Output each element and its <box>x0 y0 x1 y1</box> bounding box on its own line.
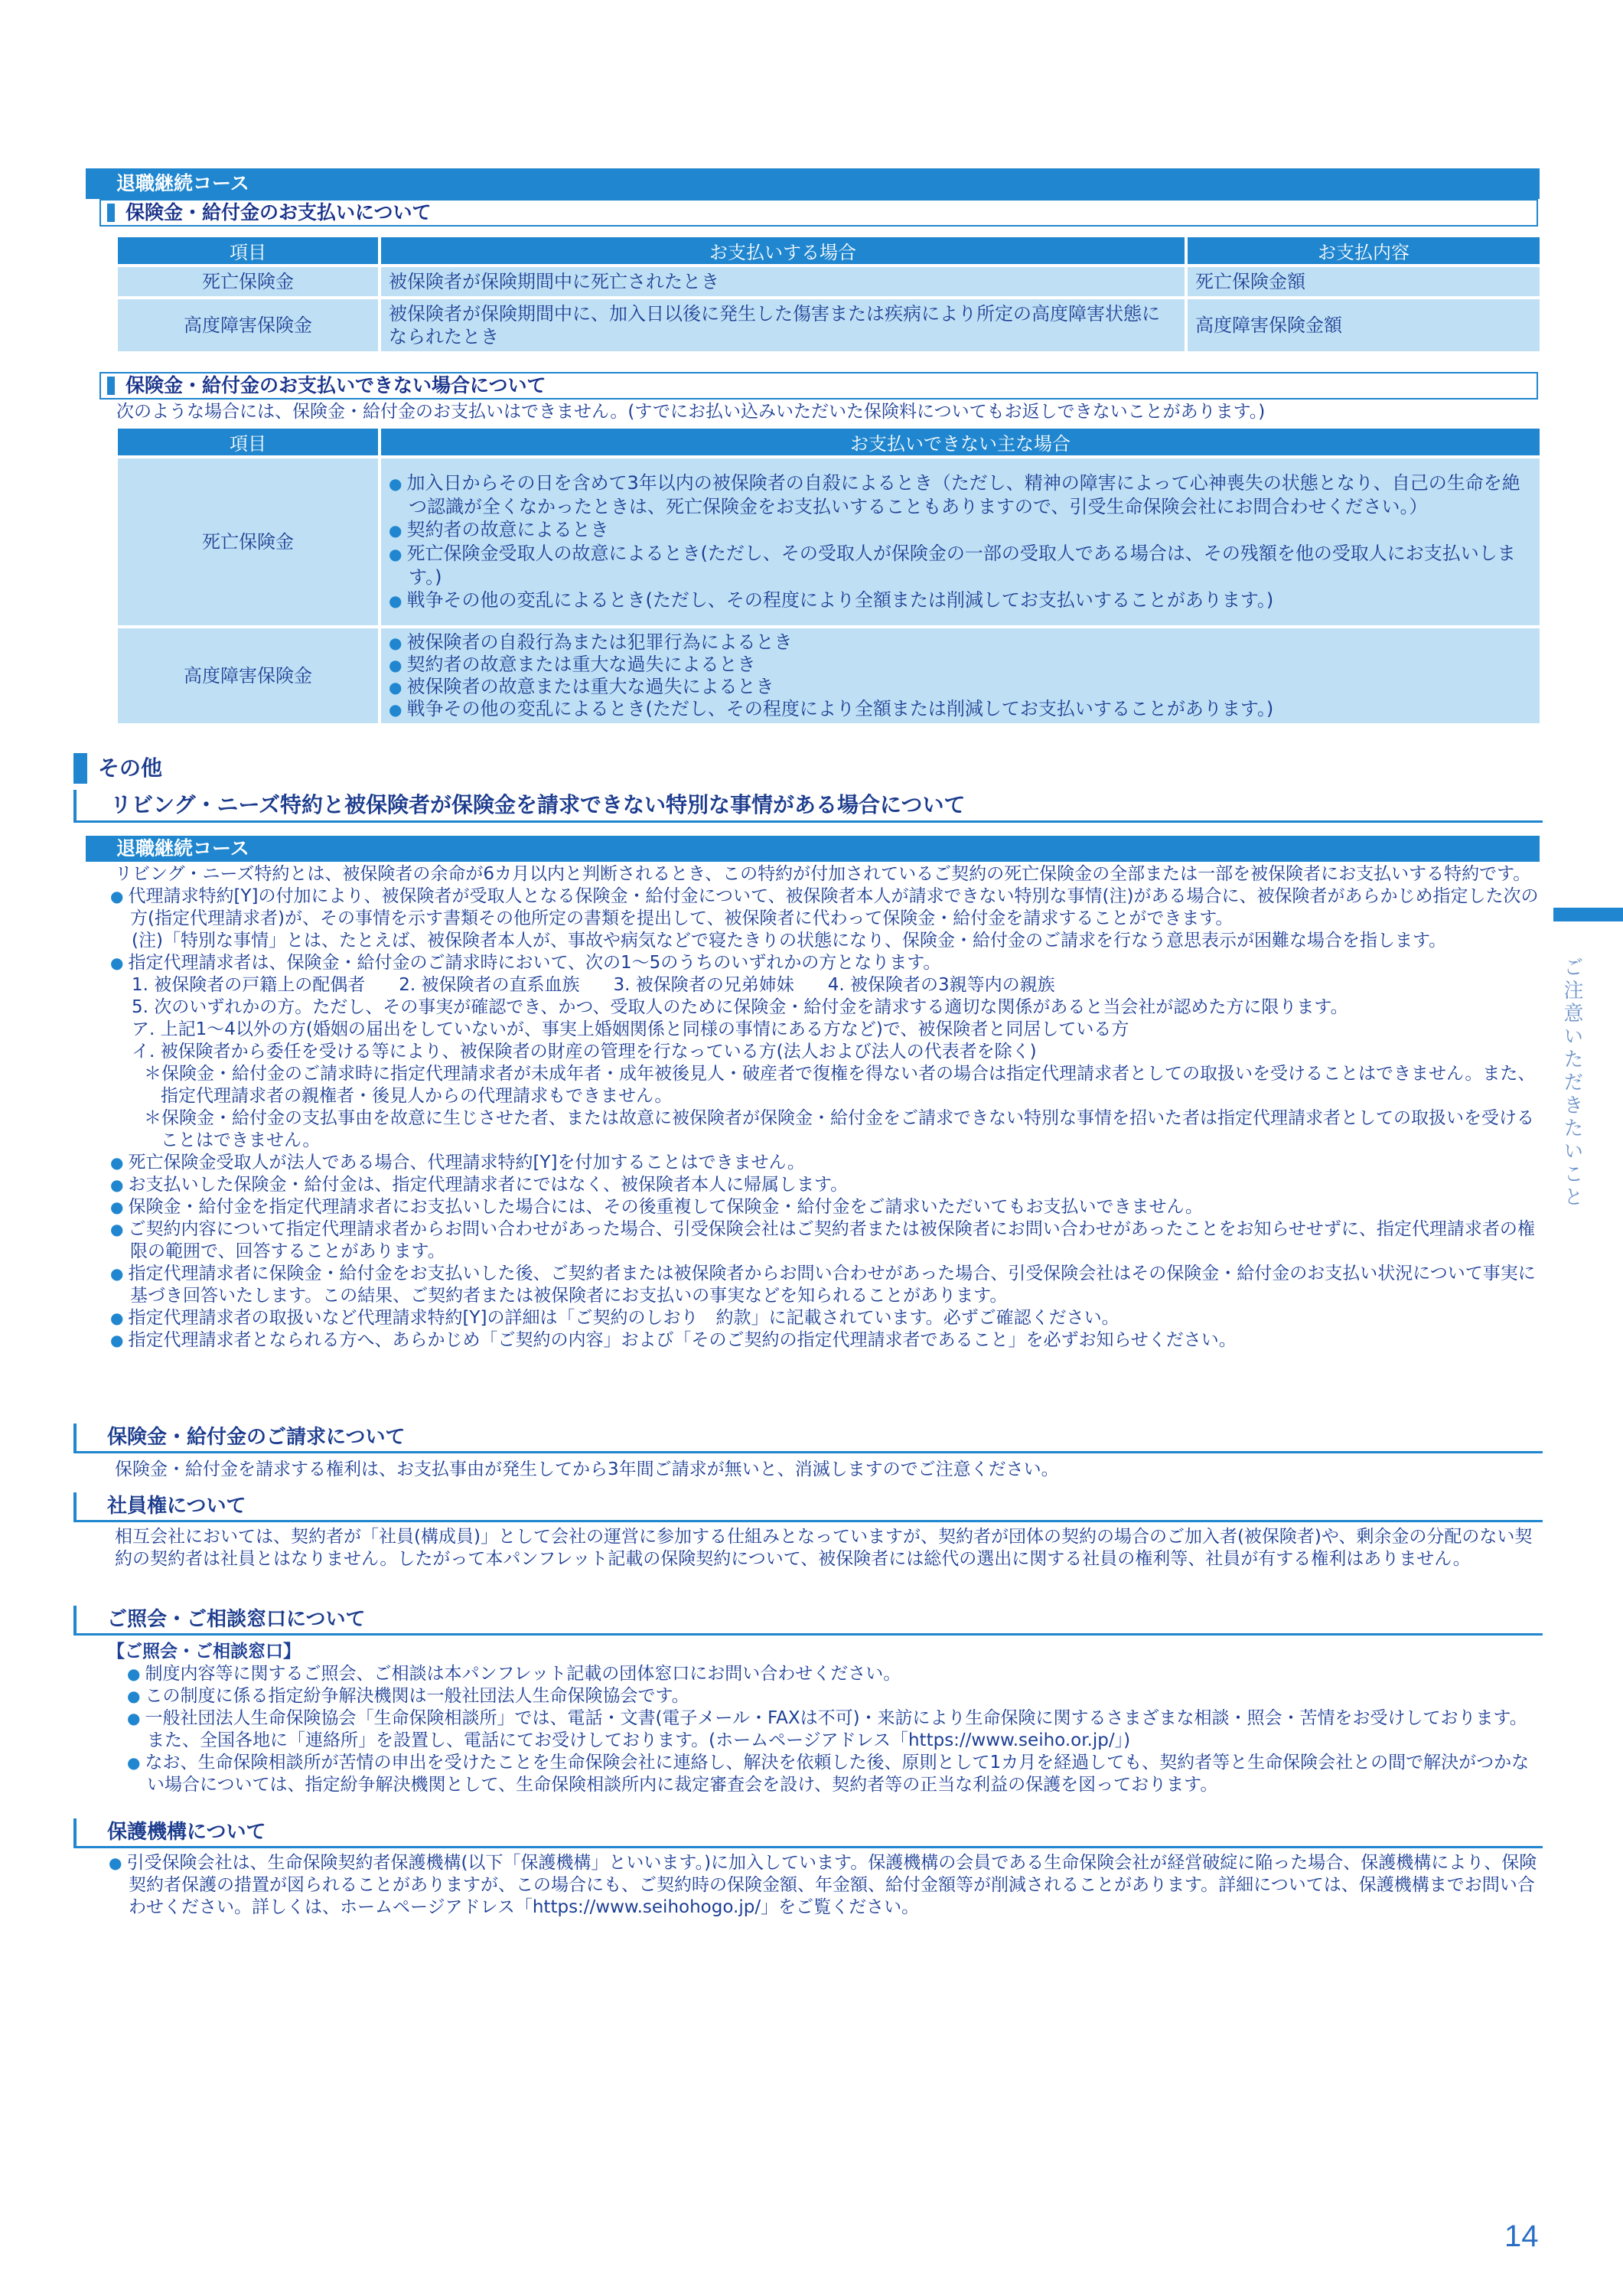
sidebar-tab-marker <box>1553 908 1623 921</box>
col-header-nonpayment: お支払いできない主な場合 <box>381 429 1540 455</box>
list-item: ● 代理請求特約[Y]の付加により、被保険者が受取人となる保険金・給付金について、被保険者本人が請求できない特別な事情(注)がある場合に、被保険者があらかじめ指定した次の方(指定代理請求者)が、その事情を示す書類その他所定の書類を提出して、被保険者に代わって保険金・給付金を請求することができます。 <box>110 885 1543 930</box>
list-item: ● お支払いした保険金・給付金は、指定代理請求者にではなく、被保険者本人に帰属します。 <box>110 1174 1543 1196</box>
living-needs-body <box>115 863 1543 1352</box>
claim-text: 保険金・給付金を請求する権利は、お支払事由が発生してから3年間ご請求が無いと、消滅しますのでご注意ください。 <box>115 1459 1059 1479</box>
section-title-other: その他 <box>73 753 533 784</box>
list-item: ● ご契約内容について指定代理請求者からお問い合わせがあった場合、引受保険会社はご契約者または被保険者にお問い合わせがあったことをお知らせせずに、指定代理請求者の権限の範囲で、回答することがあります。 <box>110 1218 1543 1263</box>
list-item: ● 指定代理請求者となられる方へ、あらかじめ「ご契約の内容」および「そのご契約の指定代理請求者であること」を必ずお知らせください。 <box>110 1329 1543 1352</box>
col-header-case: お支払いする場合 <box>381 237 1185 264</box>
list-item: ● 引受保険会社は、生命保険契約者保護機構(以下「保護機構」といいます。)に加入しています。保護機構の会員である生命保険会社が経営破綻に陥った場合、保護機構により、保険契約者保護の措置が図られることがありますが、この場合にも、ご契約時の保険金額、年金額、給付金額等が削減されることがあります。詳細については、保護機構までお問い合わせください。詳しくは、ホームページアドレス「https://www.seihohogo.jp/」をご覧ください。 <box>109 1852 1543 1919</box>
list-item: 1. 被保険者の戸籍上の配偶者 <box>132 975 366 995</box>
special-note: (注)「特別な事情」とは、たとえば、被保険者本人が、事故や病気などで寝たきりの状態になり、保険金・給付金のご請求を行なう意思表示が困難な場合を指します。 <box>132 931 1447 951</box>
row-cases <box>381 458 1540 625</box>
row-case: 被保険者が保険期間中に死亡されたとき <box>381 267 1185 296</box>
relatives-list <box>115 974 1543 996</box>
section-heading-inquiry: ご照会・ご相談窓口について <box>73 1606 1543 1636</box>
table-row <box>118 299 1540 351</box>
section-heading-nonpayment: 保険金・給付金のお支払いできない場合について <box>99 372 1538 400</box>
inquiry-body <box>107 1641 1543 1796</box>
nonpayment-intro: 次のような場合には、保険金・給付金のお支払いはできません。(すでにお払い込みいただいた保険料についてもお返しできないことがあります。) <box>116 402 1266 422</box>
course-band-1: 退職継続コース <box>86 168 1540 199</box>
course-band-2: 退職継続コース <box>86 836 1540 862</box>
section-heading-payment: 保険金・給付金のお支払いについて <box>99 199 1538 227</box>
list-item: ● なお、生命保険相談所が苦情の申出を受けたことを生命保険会社に連絡し、解決を依頼した後、原則として1カ月を経過しても、契約者等と生命保険会社との間で解決がつかない場合については、指定紛争解決機関として、生命保険相談所内に裁定審査会を設け、契約者等の正当な利益の保護を図っております。 <box>127 1752 1543 1796</box>
sidebar-caption: ご注意いただきたいこと <box>1560 957 1583 1209</box>
table-row <box>118 458 1540 625</box>
list-item: ● 死亡保険金受取人の故意によるとき(ただし、その受取人が保険金の一部の受取人である場合は、その残額を他の受取人にお支払いします。) <box>389 542 1532 589</box>
section-heading-claim: 保険金・給付金のご請求について <box>73 1424 1543 1453</box>
row-item: 死亡保険金 <box>118 458 378 625</box>
section-heading-member-rights: 社員権について <box>73 1492 1543 1522</box>
list-item: ● この制度に係る指定紛争解決機関は一般社団法人生命保険協会です。 <box>127 1685 1543 1707</box>
payment-table <box>115 234 1543 354</box>
list-item: ● 死亡保険金受取人が法人である場合、代理請求特約[Y]を付加することはできません。 <box>110 1152 1543 1174</box>
section-heading-protection: 保護機構について <box>73 1818 1543 1848</box>
row-item: 高度障害保険金 <box>118 628 378 723</box>
living-intro: リビング・ニーズ特約とは、被保険者の余命が6カ月以内と判断されるとき、この特約が付加されているご契約の死亡保険金の全部または一部を被保険者にお支払いする特約です。 <box>115 864 1531 884</box>
col-header-content: お支払内容 <box>1188 237 1540 264</box>
list-item: ● 保険金・給付金を指定代理請求者にお支払いした場合には、その後重複して保険金・給付金をご請求いただいてもお支払いできません。 <box>110 1196 1543 1218</box>
col-header-item: 項目 <box>118 429 378 455</box>
list-item: ● 加入日からその日を含めて3年以内の被保険者の自殺によるとき（ただし、精神の障害によって心神喪失の状態となり、自己の生命を絶つ認識が全くなかったときは、死亡保険金をお支払いすることもありますので、引受生命保険会社にお問合わせください。） <box>389 471 1532 518</box>
list-item: ● 指定代理請求者に保険金・給付金をお支払いした後、ご契約者または被保険者からお問い合わせがあった場合、引受保険会社はその保険金・給付金のお支払い状況について事実に基づき回答いたします。この結果、ご契約者または被保険者にお支払いの事実などを知られることがあります。 <box>110 1263 1543 1307</box>
list-item: ● 指定代理請求者は、保険金・給付金のご請求時において、次の1～5のうちのいずれかの方となります。 <box>110 952 1543 974</box>
list-item: 4. 被保険者の3親等内の親族 <box>827 975 1055 995</box>
section-heading-living-needs: リビング・ニーズ特約と被保険者が保険金を請求できない特別な事情がある場合について <box>73 790 1543 823</box>
row-content: 高度障害保険金額 <box>1188 299 1540 351</box>
inquiry-label: 【ご照会・ご相談窓口】 <box>107 1642 301 1662</box>
row-item: 高度障害保険金 <box>118 299 378 351</box>
protection-body <box>109 1852 1543 1919</box>
member-rights-text: 相互会社においては、契約者が「社員(構成員)」として会社の運営に参加する仕組みとなっていますが、契約者が団体の契約の場合のご加入者(被保険者)や、剰余金の分配のない契約の契約者は社員とはなりません。したがって本パンフレット記載の保険契約について、被保険者には総代の選出に関する社員の権利等、社員が有する権利はありません。 <box>115 1527 1533 1569</box>
row-item: 死亡保険金 <box>118 267 378 296</box>
list-item: イ. 被保険者から委任を受ける等により、被保険者の財産の管理を行なっている方(法人および法人の代表者を除く) <box>132 1042 1037 1062</box>
list-item: ● 一般社団法人生命保険協会「生命保険相談所」では、電話・文書(電子メール・FAXは不可)・来訪により生命保険に関するさまざまな相談・照会・苦情をお受けしております。また、全国各地に「連絡所」を設置し、電話にてお受けしております。(ホームページアドレス「https://www.seiho.or.jp/」) <box>127 1707 1543 1752</box>
col-header-item: 項目 <box>118 237 378 264</box>
row-content: 死亡保険金額 <box>1188 267 1540 296</box>
list-item: ● 契約者の故意または重大な過失によるとき <box>389 654 1532 676</box>
table-row <box>118 267 1540 296</box>
list-item: ア. 上記1～4以外の方(婚姻の届出をしていないが、事実上婚姻関係と同様の事情にある方など)で、被保険者と同居している方 <box>132 1019 1129 1039</box>
nonpayment-table <box>115 426 1543 726</box>
list-item: ● 被保険者の故意または重大な過失によるとき <box>389 676 1532 698</box>
list-item: ● 被保険者の自殺行為または犯罪行為によるとき <box>389 631 1532 654</box>
table-row <box>118 628 1540 723</box>
list-item: 5. 次のいずれかの方。ただし、その事実が確認でき、かつ、受取人のために保険金・給付金を請求する適切な関係があると当会社が認めた方に限ります。 <box>132 997 1348 1017</box>
list-item: ● 制度内容等に関するご照会、ご相談は本パンフレット記載の団体窓口にお問い合わせください。 <box>127 1663 1543 1685</box>
row-case: 被保険者が保険期間中に、加入日以後に発生した傷害または疾病により所定の高度障害状態になられたとき <box>381 299 1185 351</box>
row-cases <box>381 628 1540 723</box>
list-item: ● 戦争その他の変乱によるとき(ただし、その程度により全額または削減してお支払いすることがあります。) <box>389 698 1532 720</box>
asterisk-note: ＊保険金・給付金の支払事由を故意に生じさせた者、または故意に被保険者が保険金・給付金をご請求できない特別な事情を招いた者は指定代理請求者としての取扱いを受けることはできません。 <box>144 1108 1534 1150</box>
list-item: ● 契約者の故意によるとき <box>389 518 1532 542</box>
page-number: 14 <box>1504 2219 1539 2253</box>
list-item: ● 指定代理請求者の取扱いなど代理請求特約[Y]の詳細は「ご契約のしおり 約款」に記載されています。必ずご確認ください。 <box>110 1307 1543 1329</box>
list-item: 3. 被保険者の兄弟姉妹 <box>613 975 794 995</box>
asterisk-note: ＊保険金・給付金のご請求時に指定代理請求者が未成年者・成年被後見人・破産者で復権を得ない者の場合は指定代理請求者としての取扱いを受けることはできません。また、指定代理請求者の親権者・後見人からの代理請求もできません。 <box>144 1064 1536 1106</box>
list-item: ● 戦争その他の変乱によるとき(ただし、その程度により全額または削減してお支払いすることがあります。) <box>389 589 1532 612</box>
list-item: 2. 被保険者の直系血族 <box>399 975 580 995</box>
